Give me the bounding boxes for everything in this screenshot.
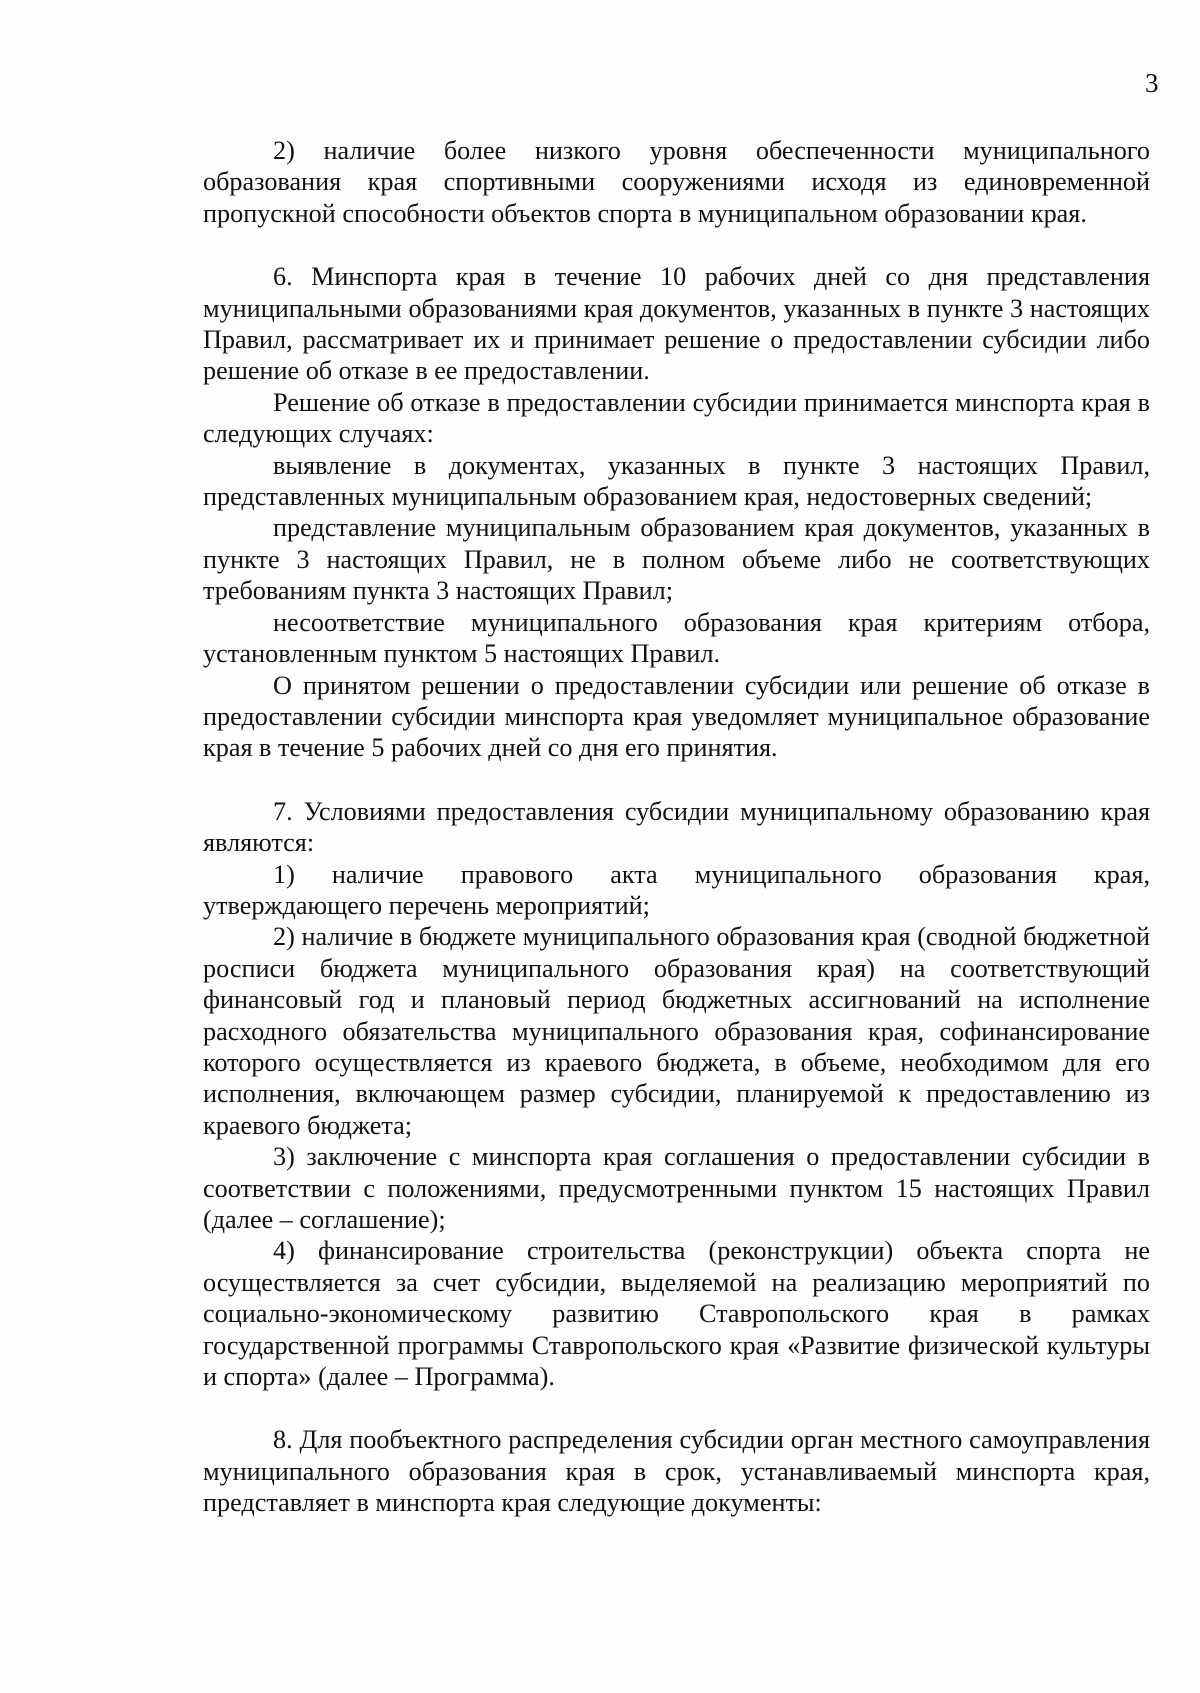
- paragraph-condition-2: 2) наличие в бюджете муниципального образования края (сводной бюджетной росписи бюджета муниципального образования края) на соответствующий финансовый год и плановый период бюджетных ассигнований на исполнение расходного обязательства муниципального образования края, софинансирование которого осуществляется из краевого бюджета, в объеме, необходимом для его исполнения, включающем размер субсидии, планируемой к предоставлению из краевого бюджета;: [203, 922, 1150, 1140]
- paragraph-condition-3: 3) заключение с минспорта края соглашения о предоставлении субсидии в соответствии с положениями, предусмотренными пунктом 15 настоящих Правил (далее – соглашение);: [203, 1142, 1150, 1234]
- paragraph-criterion-2: 2) наличие более низкого уровня обеспеченности муниципального образования края спортивными сооружениями исходя из единовременной пропускной способности объектов спорта в муниципальном образовании края.: [203, 136, 1150, 228]
- paragraph-notification: О принятом решении о предоставлении субсидии или решение об отказе в предоставлении субсидии минспорта края уведомляет муниципальное образование края в течение 5 рабочих дней со дня его принятия.: [203, 670, 1150, 763]
- document-body: [203, 135, 1150, 1519]
- paragraph-refusal-case-1: выявление в документах, указанных в пункте 3 настоящих Правил, представленных муниципальным образованием края, недостоверных сведений;: [203, 450, 1150, 512]
- paragraph-condition-4: 4) финансирование строительства (реконструкции) объекта спорта не осуществляется за счет субсидии, выделяемой на реализацию мероприятий по социально-экономическому развитию Ставропольского края в рамках государственной программы Ставропольского края «Развитие физической культуры и спорта» (далее – Программа).: [203, 1236, 1150, 1392]
- paragraph-section-8: 8. Для пообъектного распределения субсидии орган местного самоуправления муниципального образования края в срок, устанавливаемый минспорта края, представляет в минспорта края следующие документы:: [203, 1425, 1150, 1518]
- paragraph-condition-1: 1) наличие правового акта муниципального образования края, утверждающего перечень мероприятий;: [203, 859, 1150, 920]
- paragraph-section-7: 7. Условиями предоставления субсидии муниципальному образованию края являются:: [203, 796, 1150, 858]
- paragraph-refusal-case-3: несоответствие муниципального образования края критериям отбора, установленным пунктом 5 настоящих Правил.: [203, 607, 1150, 669]
- paragraph-section-6: 6. Минспорта края в течение 10 рабочих дней со дня представления муниципальными образованиями края документов, указанных в пункте 3 настоящих Правил, рассматривает их и принимает решение о предоставлении субсидии либо решение об отказе в ее предоставлении.: [203, 262, 1150, 386]
- paragraph-refusal-case-2: представление муниципальным образованием края документов, указанных в пункте 3 настоящих Правил, не в полном объеме либо не соответствующих требованиям пункта 3 настоящих Правил;: [203, 513, 1150, 606]
- page-number: 3: [1145, 68, 1159, 98]
- paragraph-refusal-intro: Решение об отказе в предоставлении субсидии принимается минспорта края в следующих случаях:: [203, 387, 1150, 449]
